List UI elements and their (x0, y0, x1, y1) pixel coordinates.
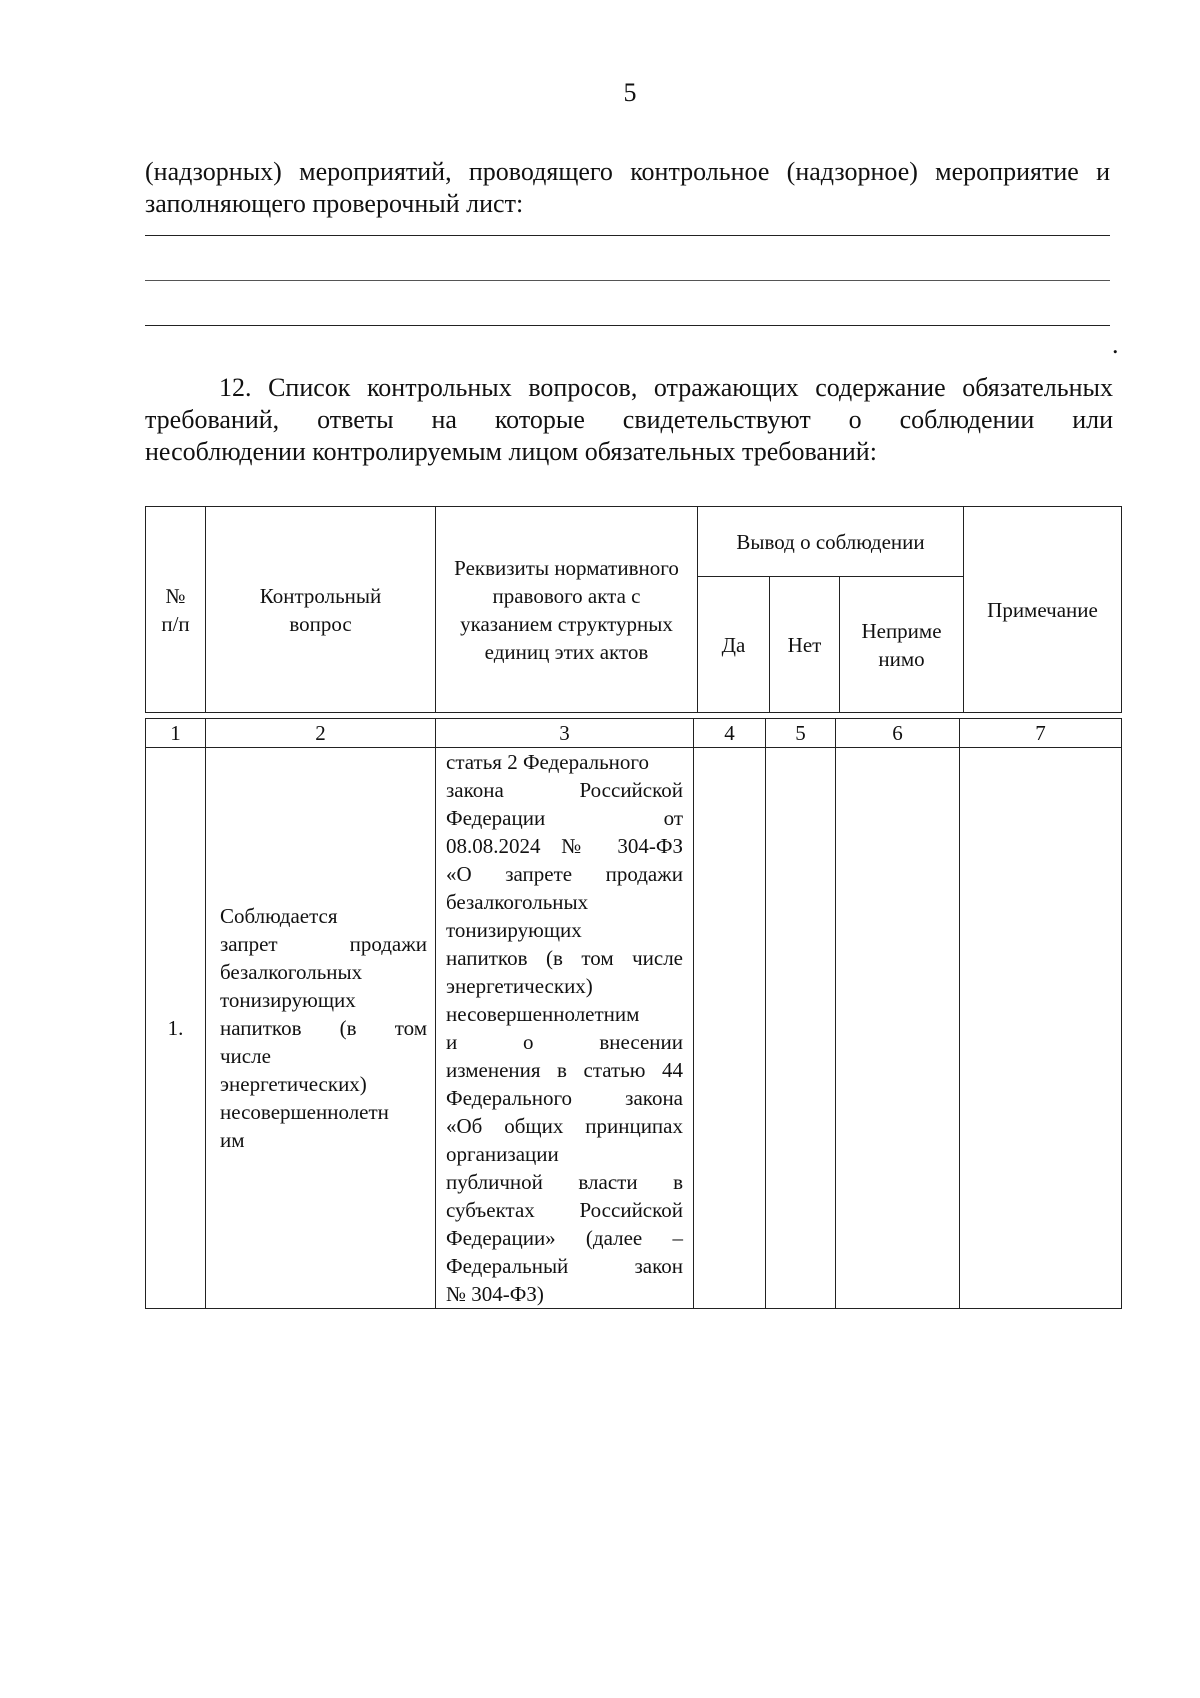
act-line: организации (446, 1142, 559, 1166)
column-number: 7 (960, 719, 1122, 748)
act-line: закона Российской (446, 778, 683, 802)
column-number: 3 (436, 719, 694, 748)
fill-line-1[interactable] (145, 235, 1110, 236)
question-line: тонизирующих (220, 988, 356, 1012)
section-12-line: несоблюдении контролируемым лицом обязательных требований: (145, 437, 877, 466)
act-line: «О запрете продажи (446, 862, 683, 886)
act-line: напитков (в том числе (446, 946, 683, 970)
header-question: Контрольный вопрос (206, 507, 436, 713)
act-line: Федерации от (446, 806, 683, 830)
column-number: 1 (146, 719, 206, 748)
column-number: 5 (766, 719, 836, 748)
act-line: публичной власти в (446, 1170, 683, 1194)
answer-not-applicable-cell[interactable] (836, 748, 960, 1309)
act-line: и о внесении (446, 1030, 683, 1054)
legal-act-requisites (436, 748, 694, 1309)
question-line: безалкогольных (220, 960, 363, 984)
answer-yes-cell[interactable] (694, 748, 766, 1309)
header-not-applicable: Неприме нимо (840, 577, 964, 713)
act-line: статья 2 Федерального (446, 750, 649, 774)
header-note: Примечание (964, 507, 1122, 713)
page-number: 5 (623, 78, 637, 107)
header-no: Нет (770, 577, 840, 713)
act-line: несовершеннолетним (446, 1002, 640, 1026)
act-line: № 304-ФЗ) (446, 1282, 544, 1306)
question-line: энергетических) (220, 1072, 367, 1096)
column-number-row (146, 719, 1122, 748)
act-line: безалкогольных (446, 890, 589, 914)
header-num: № п/п (146, 507, 206, 713)
question-line: им (220, 1128, 245, 1152)
question-line: несовершеннолетн (220, 1100, 389, 1124)
fill-line-2[interactable] (145, 280, 1110, 281)
act-line: изменения в статью 44 (446, 1058, 683, 1082)
question-line: Соблюдается (220, 904, 338, 928)
section-12-line: требований, ответы на которые свидетельствуют о соблюдении или (145, 405, 1113, 434)
act-line: Федерального закона (446, 1086, 683, 1110)
column-number: 2 (206, 719, 436, 748)
fill-line-3[interactable] (145, 325, 1110, 326)
answer-no-cell[interactable] (766, 748, 836, 1309)
header-conclusion: Вывод о соблюдении (698, 507, 964, 577)
note-cell[interactable] (960, 748, 1122, 1309)
column-number: 4 (694, 719, 766, 748)
row-index: 1. (146, 748, 206, 1309)
act-line: «Об общих принципах (446, 1114, 683, 1138)
act-line: Федерации» (далее – (446, 1226, 683, 1250)
checklist-table-body (145, 718, 1122, 1309)
act-line: 08.08.2024 № 304-ФЗ (446, 834, 683, 858)
table-row (146, 748, 1122, 1309)
section-12-line: 12. Список контрольных вопросов, отражающих содержание обязательных (219, 373, 1113, 402)
act-line: Федеральный закон (446, 1254, 683, 1278)
question-line: числе (220, 1044, 271, 1068)
question-line: запрет продажи (220, 932, 427, 956)
intro-paragraph: (надзорных) мероприятий, проводящего контрольное (надзорное) мероприятие и заполняющего проверочный лист: (145, 157, 1110, 218)
header-requisites: Реквизиты нормативного правового акта с указанием структурных единиц этих актов (436, 507, 698, 713)
column-number: 6 (836, 719, 960, 748)
section-12-paragraph (145, 372, 1113, 468)
act-line: субъектах Российской (446, 1198, 683, 1222)
header-yes: Да (698, 577, 770, 713)
control-question (206, 748, 436, 1309)
act-line: энергетических) (446, 974, 593, 998)
checklist-table-header (145, 506, 1122, 713)
act-line: тонизирующих (446, 918, 582, 942)
fill-terminator: . (1112, 330, 1119, 359)
question-line: напитков (в том (220, 1016, 427, 1040)
